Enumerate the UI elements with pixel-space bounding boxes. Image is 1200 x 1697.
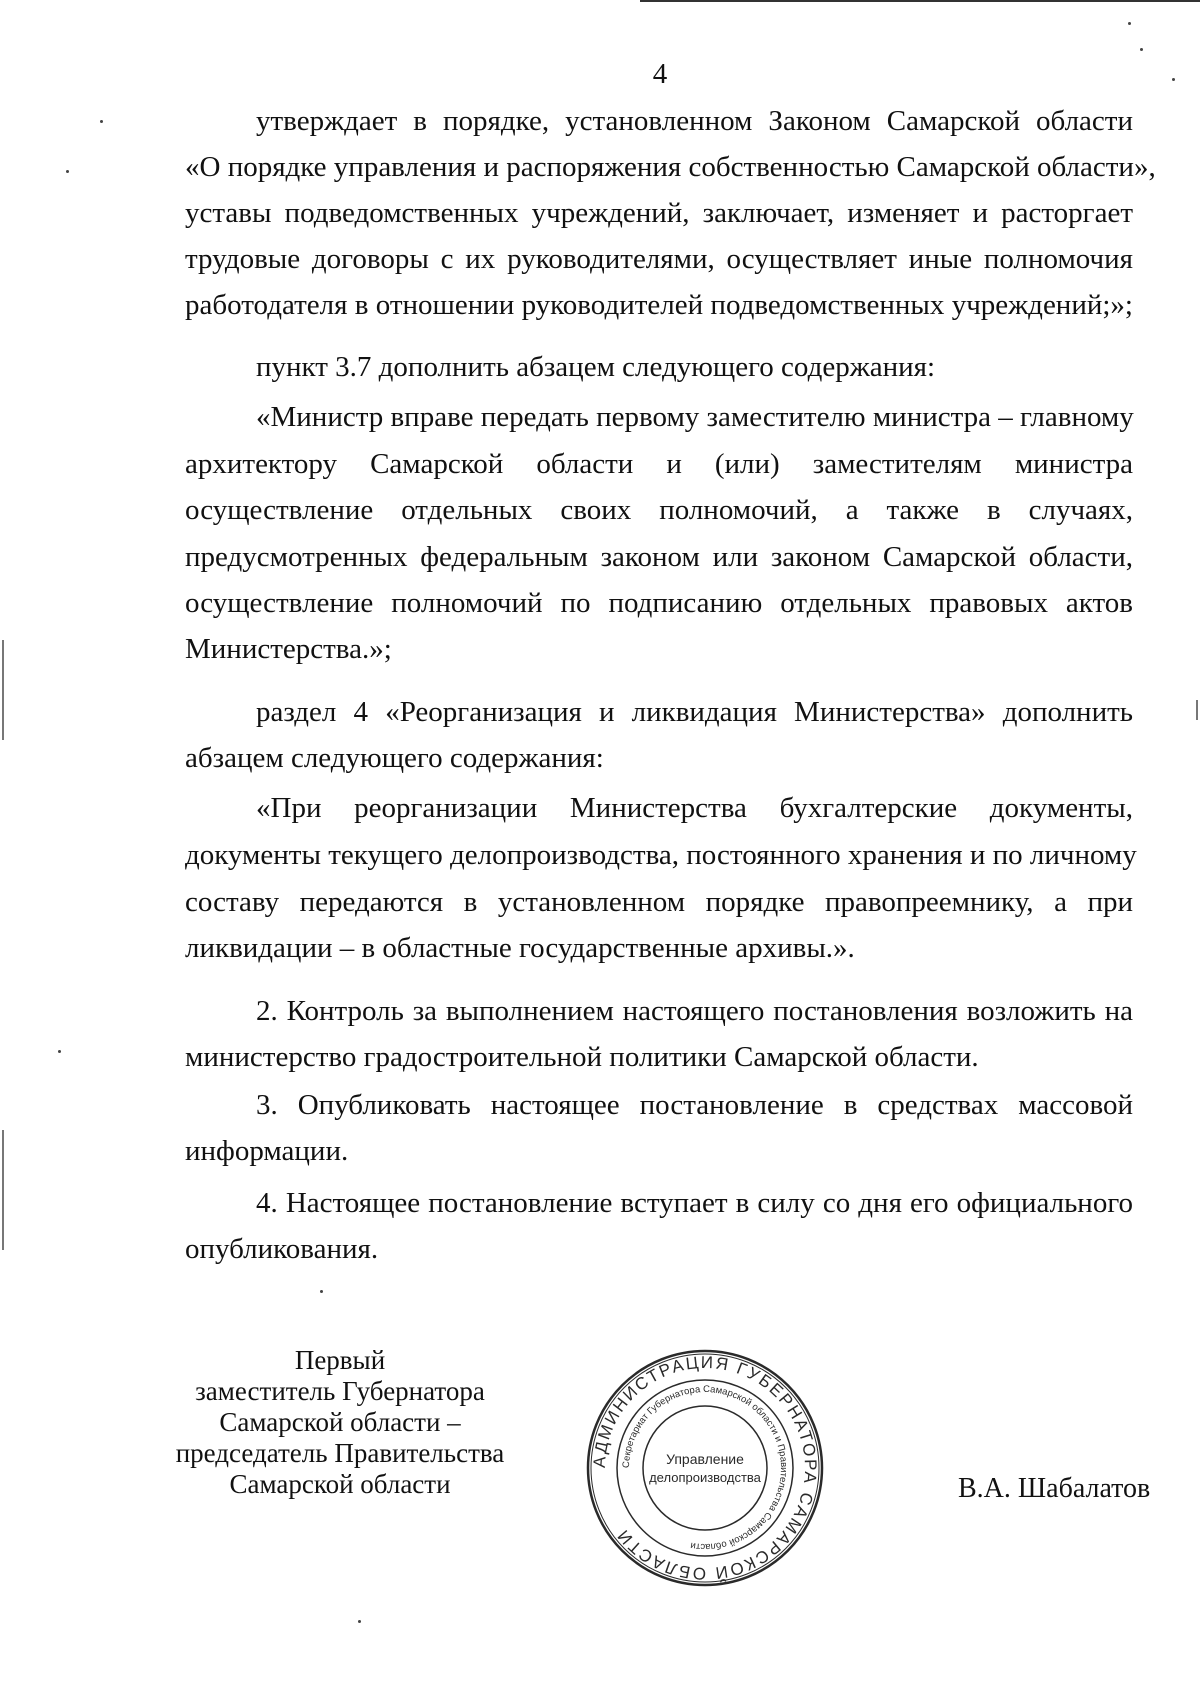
text-line: составу передаются в установленном порядке правопреемнику, а при <box>185 886 1133 918</box>
scan-margin-mark <box>2 640 4 740</box>
seal-center-line1: Управление <box>666 1451 744 1467</box>
signatory-title-line: Первый <box>294 1345 386 1375</box>
text-line: Министерства.»; <box>185 633 392 665</box>
scan-speck <box>320 1290 323 1293</box>
scan-speck <box>58 1050 61 1053</box>
text-line: пункт 3.7 дополнить абзацем следующего содержания: <box>256 351 936 383</box>
text-line: 4. Настоящее постановление вступает в силу со дня его официального <box>256 1187 1133 1219</box>
text-line: опубликования. <box>185 1233 379 1265</box>
signatory-name: В.А. Шабалатов <box>958 1473 1151 1504</box>
scan-speck <box>100 120 103 123</box>
text-line: 3. Опубликовать настоящее постановление в средствах массовой <box>256 1089 1133 1121</box>
signatory-title-line: председатель Правительства <box>175 1438 505 1468</box>
signatory-title-line: заместитель Губернатора <box>195 1376 485 1406</box>
scan-speck <box>1140 48 1143 51</box>
seal-inner-text: Секретариат Губернатора Самарской области и Правительства Самарской области <box>620 1383 790 1553</box>
text-line: работодателя в отношении руководителей подведомственных учреждений;»; <box>185 289 1133 321</box>
page-number: 4 <box>652 58 668 90</box>
scan-speck <box>358 1620 361 1623</box>
text-line: ликвидации – в областные государственные архивы.». <box>185 932 855 964</box>
text-line: уставы подведомственных учреждений, заключает, изменяет и расторгает <box>185 197 1133 229</box>
text-line: информации. <box>185 1135 349 1167</box>
scan-margin-mark <box>2 1130 4 1250</box>
text-line: осуществление полномочий по подписанию отдельных правовых актов <box>185 587 1133 619</box>
seal-outer-text: АДМИНИСТРАЦИЯ ГУБЕРНАТОРА САМАРСКОЙ ОБЛАСТИ <box>589 1352 821 1584</box>
text-line: документы текущего делопроизводства, постоянного хранения и по личному <box>185 839 1137 871</box>
text-line: утверждает в порядке, установленном Законом Самарской области <box>256 105 1133 137</box>
text-line: предусмотренных федеральным законом или законом Самарской области, <box>185 541 1133 573</box>
text-line: раздел 4 «Реорганизация и ликвидация Министерства» дополнить <box>256 696 1133 728</box>
text-line: осуществление отдельных своих полномочий, а также в случаях, <box>185 494 1133 526</box>
text-line: «При реорганизации Министерства бухгалтерские документы, <box>256 792 1133 824</box>
text-line: абзацем следующего содержания: <box>185 742 604 774</box>
text-line: архитектору Самарской области и (или) заместителям министра <box>185 448 1133 480</box>
scan-speck <box>1172 78 1175 81</box>
text-line: «Министр вправе передать первому заместителю министра – главному <box>256 401 1134 433</box>
text-line: министерство градостроительной политики Самарской области. <box>185 1041 979 1073</box>
signatory-title-line: Самарской области – <box>219 1407 461 1437</box>
scan-margin-mark <box>1196 700 1198 720</box>
signatory-title <box>150 1345 530 1500</box>
text-line: «О порядке управления и распоряжения собственностью Самарской области», <box>185 151 1156 183</box>
text-line: 2. Контроль за выполнением настоящего постановления возложить на <box>256 995 1133 1027</box>
top-edge-line <box>640 0 1200 2</box>
scan-speck <box>66 170 69 173</box>
scan-speck <box>1128 22 1131 25</box>
signatory-title-line: Самарской области <box>229 1469 451 1499</box>
official-seal <box>585 1348 825 1588</box>
seal-center-line2: делопроизводства <box>649 1470 761 1485</box>
text-line: трудовые договоры с их руководителями, осуществляет иные полномочия <box>185 243 1133 275</box>
